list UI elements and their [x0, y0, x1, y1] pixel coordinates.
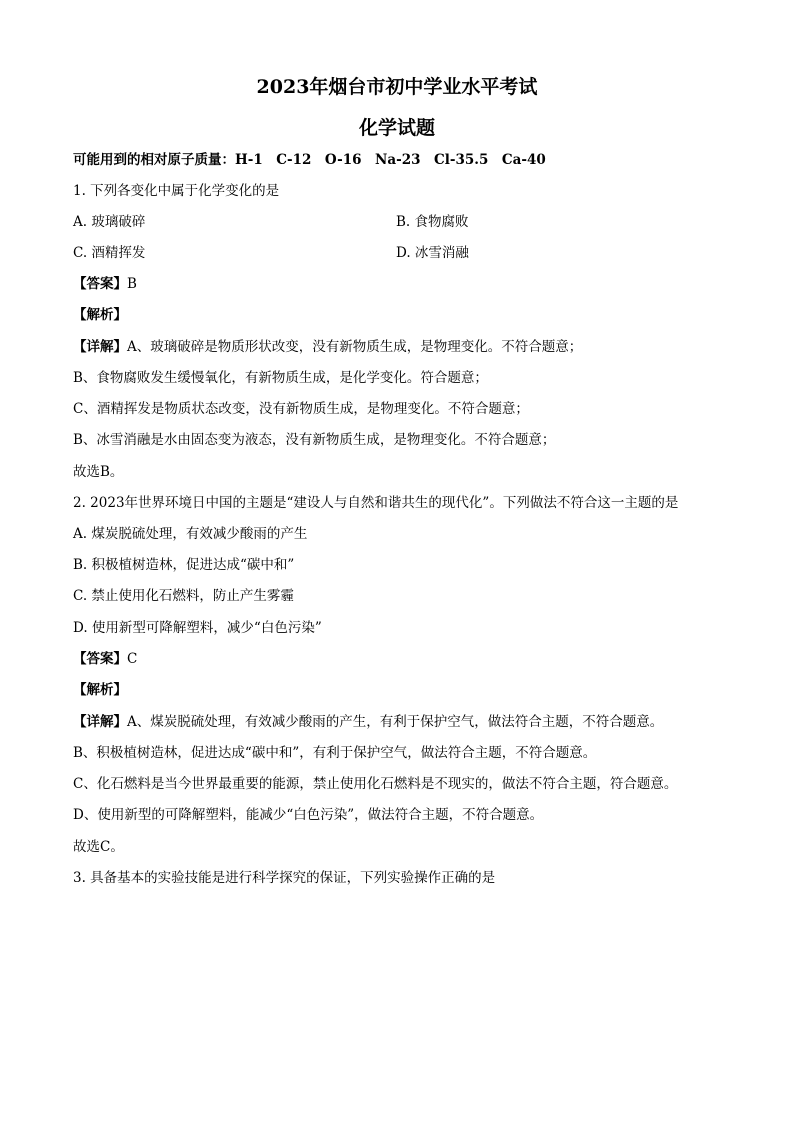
- detail-text: A、煤炭脱硫处理，有效减少酸雨的产生，有利于保护空气，做法符合主题，不符合题意。: [127, 714, 664, 730]
- question-2-answer: [73, 650, 137, 668]
- question-1-answer: [73, 275, 137, 293]
- detail-tag: 【详解】: [73, 339, 127, 355]
- question-1-detail-2: B、食物腐败发生缓慢氧化，有新物质生成，是化学变化。符合题意；: [73, 370, 488, 386]
- question-2-detail-1: [73, 713, 663, 731]
- question-3-stem: 3. 具备基本的实验技能是进行科学探究的保证，下列实验操作正确的是: [73, 870, 496, 886]
- question-2-option-c: C. 禁止使用化石燃料，防止产生雾霾: [73, 588, 294, 604]
- question-1-detail-4: B、冰雪消融是水由固态变为液态，没有新物质生成，是物理变化。不符合题意；: [73, 432, 556, 448]
- detail-text: A、玻璃破碎是物质形状改变，没有新物质生成，是物理变化。不符合题意；: [127, 339, 583, 355]
- exam-title: 2023年烟台市初中学业水平考试: [256, 76, 538, 98]
- question-1-option-a: A. 玻璃破碎: [73, 214, 146, 230]
- question-1-option-c: C. 酒精挥发: [73, 245, 146, 261]
- question-2-detail-4: D、使用新型的可降解塑料，能减少“白色污染”，做法符合主题，不符合题意。: [73, 807, 544, 823]
- answer-value: B: [127, 276, 137, 292]
- question-2-stem: 2. 2023年世界环境日中国的主题是“建设人与自然和谐共生的现代化”。下列做法不符合这一主题的是: [73, 495, 679, 511]
- question-2-detail-2: B、积极植树造林，促进达成“碳中和”，有利于保护空气，做法符合主题，不符合题意。: [73, 745, 597, 761]
- detail-tag: 【详解】: [73, 714, 127, 730]
- question-1-option-b: B. 食物腐败: [396, 214, 469, 230]
- question-2-option-d: D. 使用新型可降解塑料，减少“白色污染”: [73, 620, 322, 636]
- question-1-option-d: D. 冰雪消融: [396, 245, 469, 261]
- question-1-conclusion: 故选B。: [73, 464, 124, 480]
- question-1-detail-1: [73, 338, 582, 356]
- question-2-analysis-tag: 【解析】: [73, 682, 127, 698]
- atomic-mass-line: 可能用到的相对原子质量：H-1 C-12 O-16 Na-23 Cl-35.5 Ca-40: [73, 152, 546, 168]
- question-1-analysis-tag: 【解析】: [73, 307, 127, 323]
- question-2-option-b: B. 积极植树造林，促进达成“碳中和”: [73, 557, 295, 573]
- answer-value: C: [127, 651, 138, 667]
- answer-tag: 【答案】: [73, 276, 127, 292]
- question-2-option-a: A. 煤炭脱硫处理，有效减少酸雨的产生: [73, 526, 308, 542]
- question-1-stem: 1. 下列各变化中属于化学变化的是: [73, 183, 280, 199]
- question-1-detail-3: C、酒精挥发是物质状态改变，没有新物质生成，是物理变化。不符合题意；: [73, 401, 529, 417]
- answer-tag: 【答案】: [73, 651, 127, 667]
- exam-subtitle: 化学试题: [358, 117, 435, 139]
- question-2-conclusion: 故选C。: [73, 839, 124, 855]
- question-2-detail-3: C、化石燃料是当今世界最重要的能源，禁止使用化石燃料是不现实的，做法不符合主题，符合题意。: [73, 776, 678, 792]
